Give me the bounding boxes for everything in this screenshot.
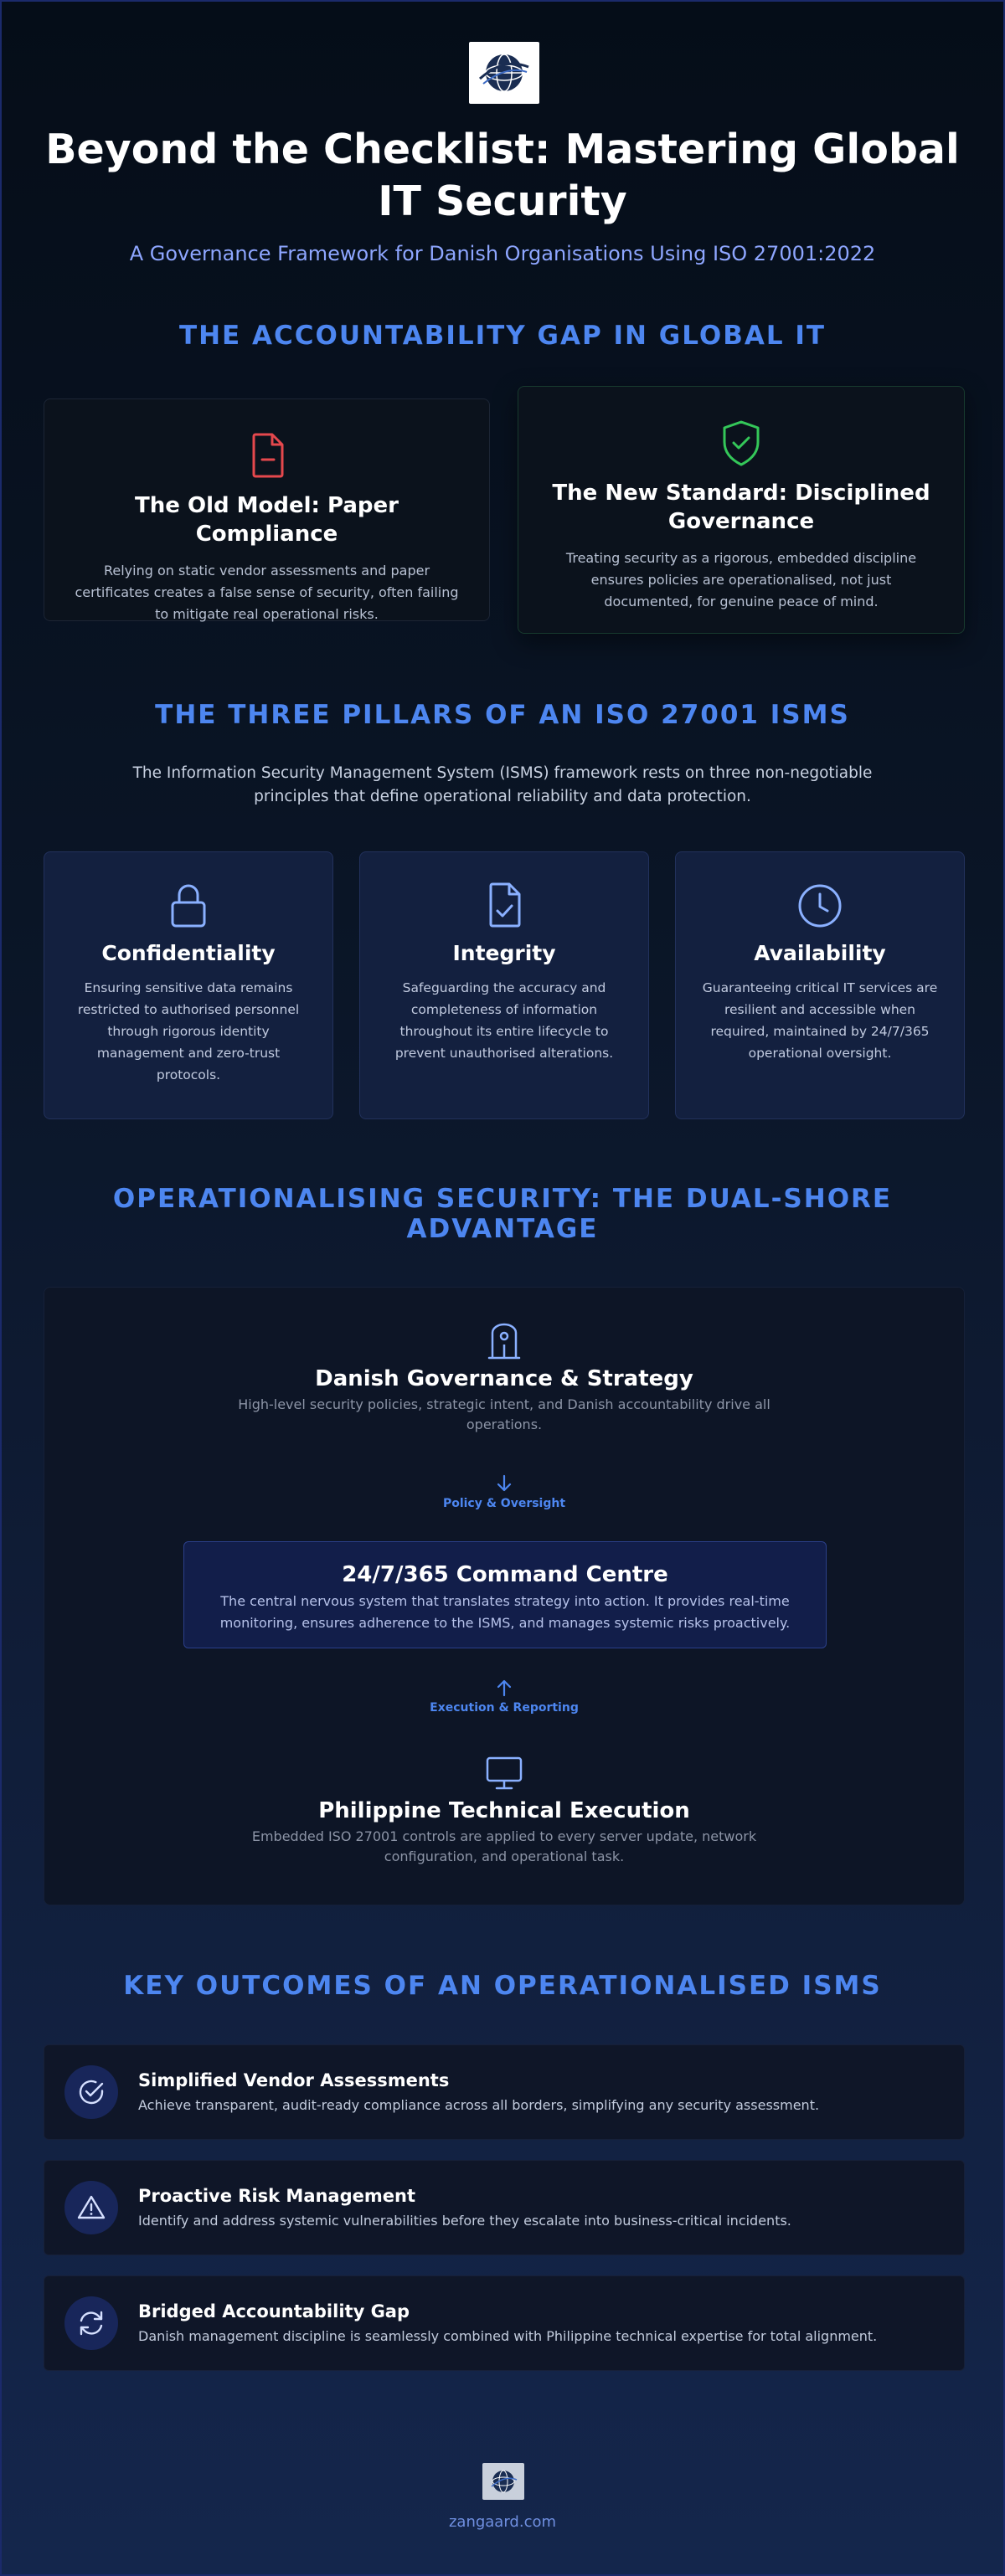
globe-logo-icon [487, 2466, 520, 2496]
pillar-text: Safeguarding the accuracy and completeness of information throughout its entire lifecycle to prevent unauthorised alterations. [394, 980, 614, 1061]
arrow-up-icon [494, 1678, 514, 1698]
footer-logo [482, 2463, 524, 2500]
old-model-text: Relying on static vendor assessments and paper certificates creates a false sense of security, often failing to mitigate real operational risks. [75, 563, 459, 622]
outcome-text: Danish management discipline is seamlessly combined with Philippine technical expertise for total alignment. [138, 2328, 878, 2344]
pillar-title: Integrity [452, 941, 556, 965]
building-icon [486, 1321, 523, 1361]
outcome-card-vendor-assessments [44, 2044, 965, 2140]
pillar-text: Guaranteeing critical IT services are resilient and accessible when required, maintained by 24/7/365 operational oversight. [702, 980, 938, 1061]
old-model-card [44, 398, 490, 621]
command-centre-text: The central nervous system that translates strategy into action. It provides real-time monitoring, ensures adherence to the ISMS, and manages systemic risks proactively. [219, 1593, 791, 1631]
monitor-icon [484, 1755, 524, 1792]
pillar-title: Confidentiality [101, 941, 276, 965]
execution-reporting-flow [44, 1678, 964, 1715]
pillars-intro: The Information Security Management System (ISMS) framework rests on three non-negotiable principles that define operational reliability and data protection. [132, 764, 873, 805]
pillar-title: Availability [754, 941, 886, 965]
company-logo [469, 42, 539, 104]
outcome-title: Simplified Vendor Assessments [138, 2070, 450, 2090]
execution-reporting-label: Execution & Reporting [430, 1701, 579, 1715]
command-centre-title: 24/7/365 Command Centre [342, 1562, 668, 1587]
refresh-icon [64, 2296, 118, 2350]
section-heading-pillars: THE THREE PILLARS OF AN ISO 27001 ISMS [155, 700, 850, 730]
clock-icon [796, 879, 843, 931]
execution-block [44, 1755, 964, 1867]
document-icon [244, 429, 291, 481]
policy-oversight-label: Policy & Oversight [442, 1497, 566, 1510]
new-standard-card [518, 386, 965, 634]
arrow-down-icon [494, 1473, 514, 1494]
outcome-text: Identify and address systemic vulnerabilities before they escalate into business-critical incidents. [138, 2213, 791, 2229]
outcome-text: Achieve transparent, audit-ready compliance across all borders, simplifying any security assessment. [138, 2097, 820, 2113]
execution-title: Philippine Technical Execution [318, 1798, 690, 1823]
shield-check-icon [718, 417, 765, 469]
policy-oversight-flow [44, 1473, 964, 1510]
pillar-card-availability [675, 851, 965, 1119]
page-subtitle: A Governance Framework for Danish Organisations Using ISO 27001:2022 [129, 242, 876, 265]
command-centre-box [183, 1541, 827, 1648]
section-heading-dual-shore: OPERATIONALISING SECURITY: THE DUAL-SHORE ADVANTAGE [112, 1184, 893, 1244]
outcome-card-accountability-gap [44, 2275, 965, 2371]
pillar-card-integrity [359, 851, 649, 1119]
outcome-title: Bridged Accountability Gap [138, 2301, 410, 2321]
governance-block [44, 1321, 964, 1435]
section-heading-outcomes: KEY OUTCOMES OF AN OPERATIONALISED ISMS [123, 1971, 882, 2001]
outcome-title: Proactive Risk Management [138, 2186, 415, 2206]
governance-title: Danish Governance & Strategy [315, 1366, 693, 1391]
globe-logo-icon [475, 47, 533, 99]
new-standard-text: Treating security as a rigorous, embedded discipline ensures policies are operationalised, not just documented, for genuine peace of mind. [565, 550, 917, 609]
file-check-icon [481, 879, 528, 931]
old-model-title: The Old Model: Paper Compliance [135, 493, 399, 547]
lock-icon [165, 879, 212, 931]
pillar-text: Ensuring sensitive data remains restricted to authorised personnel through rigorous identity management and zero-trust protocols. [77, 980, 300, 1082]
execution-text: Embedded ISO 27001 controls are applied to every server update, network configuration, and operational task. [251, 1828, 757, 1864]
outcome-card-risk-management [44, 2160, 965, 2255]
governance-text: High-level security policies, strategic intent, and Danish accountability drive all operations. [238, 1396, 770, 1432]
dual-shore-panel [44, 1287, 965, 1905]
footer-website-link[interactable]: zangaard.com [448, 2513, 557, 2531]
check-circle-icon [64, 2065, 118, 2119]
page-title: Beyond the Checklist: Mastering Global IT Security [45, 126, 960, 225]
warning-icon [64, 2181, 118, 2234]
pillar-card-confidentiality [44, 851, 333, 1119]
new-standard-title: The New Standard: Disciplined Governance [552, 481, 930, 534]
section-heading-accountability-gap: THE ACCOUNTABILITY GAP IN GLOBAL IT [178, 321, 827, 351]
